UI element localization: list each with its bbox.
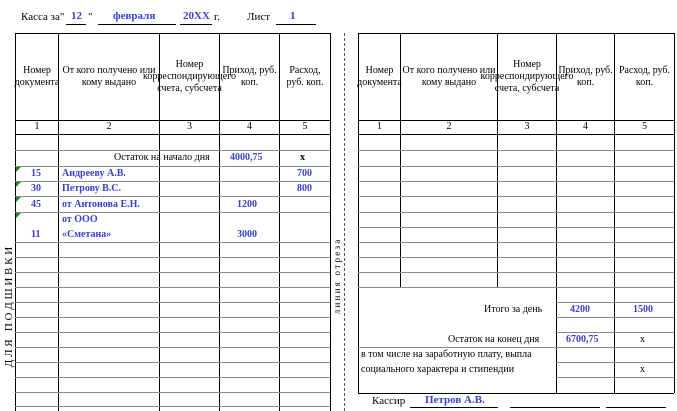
row-doc: 30: [31, 183, 41, 194]
col-num-4: 4: [247, 121, 252, 132]
closing-label: Остаток на конец дня: [448, 334, 540, 345]
col-header-expense: Расход, руб. коп.: [286, 65, 324, 88]
col-num-2: 2: [106, 121, 112, 132]
cut-line-label: л и н и я о т р е з а: [332, 239, 342, 315]
row-doc: 15: [31, 168, 41, 179]
col-header-from-to: От кого получено или кому выдано: [402, 65, 496, 88]
col-header-expense: Расход, руб. коп.: [618, 65, 671, 88]
sheet-number: 1: [290, 10, 296, 22]
total-expense: 1500: [633, 304, 653, 315]
row-expense: 800: [297, 183, 312, 194]
year-suffix: г.: [214, 11, 221, 23]
binding-margin-label: Д Л Я П О Д Ш И В К И: [3, 246, 15, 368]
opening-balance-label: Остаток на начало дня: [114, 152, 210, 163]
col-header-account: Номер корреспондирующего счета, субсчета: [143, 59, 236, 94]
closing-income: 6700,75: [566, 334, 599, 345]
total-income: 4200: [570, 304, 590, 315]
col-num-1: 1: [34, 121, 40, 132]
col-num-4: 4: [583, 121, 588, 132]
cashier-name: Петров А.В.: [425, 394, 485, 406]
col-header-doc-number: Номер документа: [357, 65, 402, 88]
col-header-from-to: От кого получено или кому выдано: [62, 65, 156, 88]
total-label: Итого за день: [484, 304, 543, 315]
day-value: 12: [71, 10, 82, 22]
row-who-line2: «Сметана»: [62, 229, 112, 240]
row-income: 3000: [237, 229, 257, 240]
col-num-5: 5: [642, 121, 647, 132]
col-header-income: Приход, руб. коп.: [222, 65, 277, 88]
including-expense: x: [640, 364, 645, 375]
row-who-line1: от ООО: [62, 214, 98, 225]
col-num-5: 5: [302, 121, 308, 132]
col-num-3: 3: [187, 121, 192, 132]
row-doc: 45: [31, 199, 41, 210]
row-who: от Антонова Е.Н.: [62, 199, 140, 210]
col-header-income: Приход, руб. коп.: [558, 65, 613, 88]
opening-expense: x: [300, 152, 305, 163]
row-who: Петрову В.С.: [62, 183, 122, 194]
year-value: 20XX: [183, 10, 210, 22]
col-num-2: 2: [446, 121, 452, 132]
month-value: февраля: [113, 10, 156, 22]
closing-expense: x: [640, 334, 645, 345]
col-num-1: 1: [377, 121, 382, 132]
row-income: 1200: [237, 199, 257, 210]
row-doc: 11: [31, 229, 41, 240]
including-line-2: социального характера и стипендии: [361, 364, 515, 375]
col-header-account: Номер корреспондирующего счета, субсчета: [480, 58, 574, 94]
quote-mark: ": [88, 11, 93, 23]
opening-income: 4000,75: [230, 152, 263, 163]
cashier-label: Кассир: [372, 395, 406, 407]
sheet-label: Лист: [247, 11, 271, 23]
including-line-1: в том числе на заработную плату, выпла: [361, 349, 532, 360]
col-header-doc-number: Номер документа: [14, 65, 60, 88]
col-num-3: 3: [524, 121, 530, 132]
row-expense: 700: [297, 168, 312, 179]
kassa-label: Касса за": [21, 11, 65, 23]
row-who: Андрееву А.В.: [62, 168, 126, 179]
